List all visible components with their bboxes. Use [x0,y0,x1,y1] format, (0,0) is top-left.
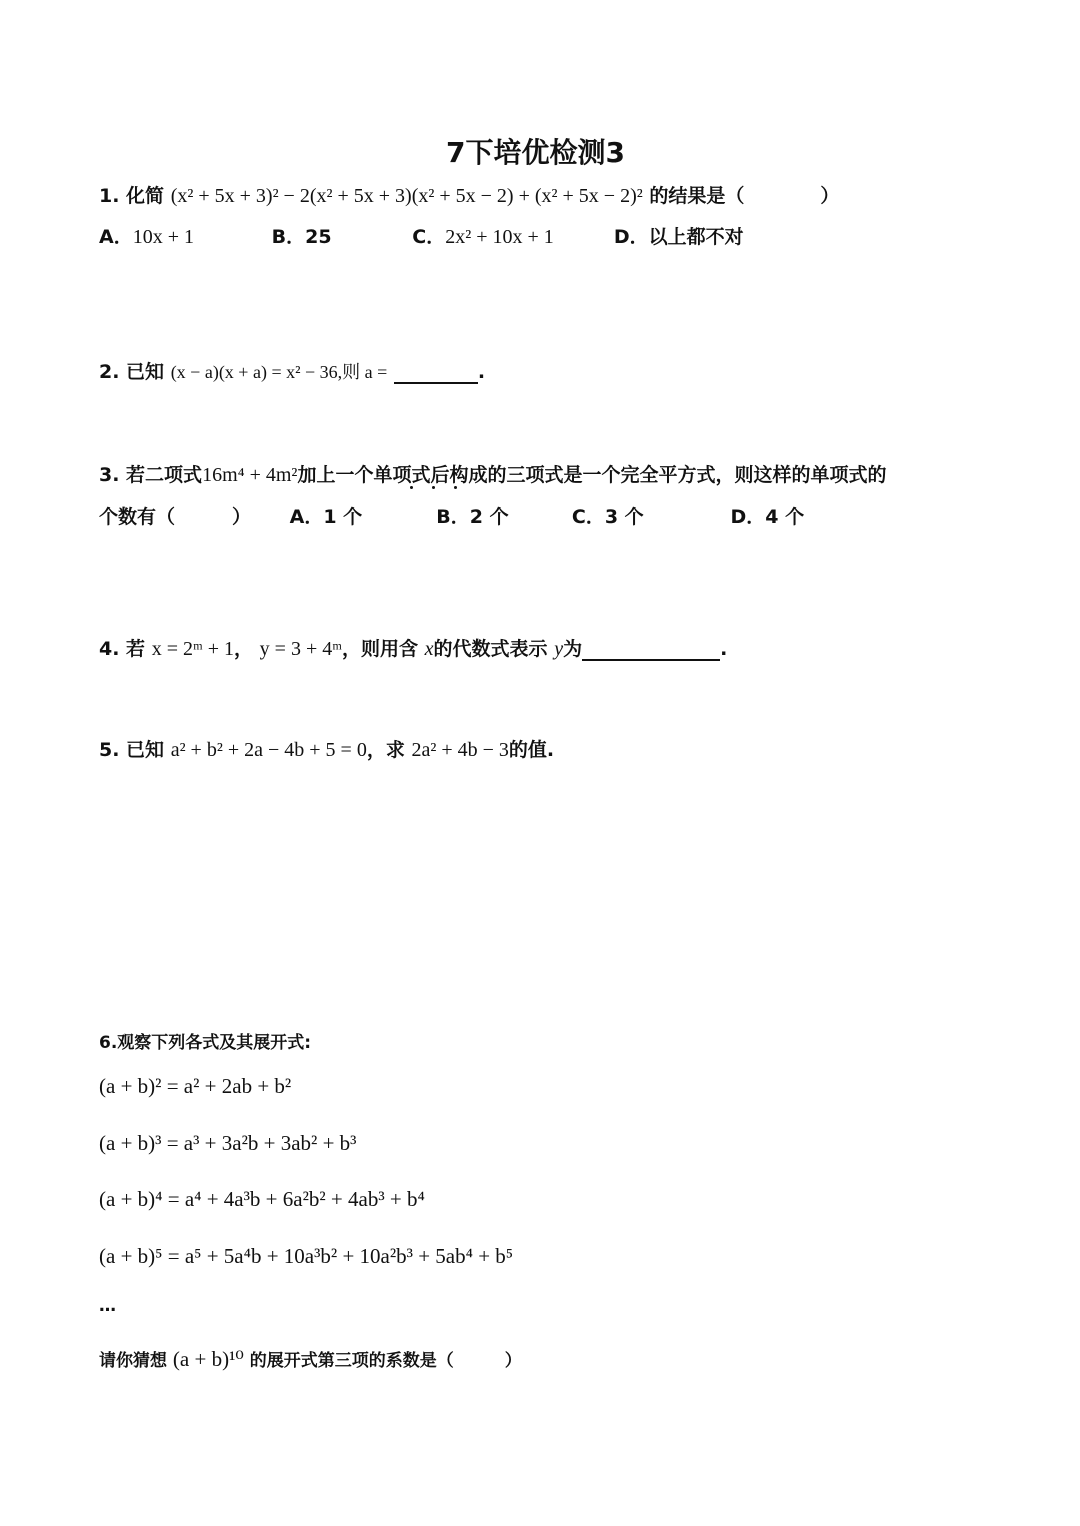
option-a-letter: A． [289,506,324,528]
option-b-letter: B． [271,226,306,248]
emphasis-dot [410,486,413,489]
option-d-text: 4 个 [765,506,805,528]
question-4-expression-y: y = 3 + 4ᵐ [259,638,343,660]
option-d-letter: D． [613,226,649,248]
question-1-label: 1. 化简 [99,185,165,207]
question-2-end: . [477,361,486,383]
option-a-letter: A． [99,226,133,248]
option-c-text: 3 个 [604,506,644,528]
question-3-tail: 加上一个单项式后构成的三项式是一个完全平方式，则这样的单项式的 [297,464,887,486]
question-6-ask-head: 请你猜想 [99,1351,167,1371]
option-c [412,222,607,249]
expansion-equation: (a + b)⁵ = a⁵ + 5a⁴b + 10a³b² + 10a²b³ + 5ab⁴ + b⁵ [99,1244,514,1268]
question-4-sep: ， [234,638,254,660]
option-d [731,502,805,529]
expansion-equation: (a + b)⁴ = a⁴ + 4a³b + 6a²b² + 4ab³ + b⁴ [99,1187,425,1211]
option-c [572,502,724,529]
option-a-text: 10x + 1 [132,226,194,248]
question-3-expression: 16m⁴ + 4m² [202,464,298,486]
option-a-text: 1 个 [323,506,363,528]
expansion-equation: (a + b)² = a² + 2ab + b² [99,1074,292,1098]
question-5-target: 2a² + 4b − 3 [411,739,509,761]
question-3-line-2 [99,502,804,529]
page-title: 7下培优检测3 [446,136,625,169]
option-c-letter: C． [412,226,446,248]
question-2-expression: (x − a)(x + a) = x² − 36,则 a = [170,362,388,382]
question-4-mid: ，则用含 [342,638,419,660]
question-6-ask [99,1346,522,1372]
option-a [290,502,430,529]
question-1-expression: (x² + 5x + 3)² − 2(x² + 5x + 3)(x² + 5x − 2) + (x² + 5x − 2)² [170,185,643,207]
question-6-label: 6.观察下列各式及其展开式: [99,1033,312,1053]
option-b-text: 25 [305,226,332,248]
question-5-end: 的值. [508,739,555,761]
question-5-mid: ，求 [366,739,405,761]
option-b [272,222,406,249]
question-4-expression-x: x = 2ᵐ + 1 [151,638,235,660]
answer-blank-2[interactable] [394,362,478,384]
question-1 [99,181,839,208]
question-1-options [99,222,744,249]
question-6-ask-tail: 的展开式第三项的系数是（ ） [249,1351,522,1371]
option-d-letter: D． [730,506,766,528]
option-d-text: 以上都不对 [648,226,744,248]
option-a [99,222,265,249]
question-2-label: 2. 已知 [99,361,165,383]
option-b-text: 2 个 [469,506,509,528]
question-3-answer-paren: 个数有（ ） [99,506,252,528]
option-b [436,502,565,529]
option-c-letter: C． [571,506,605,528]
question-1-tail: 的结果是（ ） [649,185,840,207]
option-b-letter: B． [436,506,470,528]
emphasis-dot [454,486,457,489]
emphasis-dot [432,486,435,489]
question-4-var-x: x [424,638,434,660]
option-c-text: 2x² + 10x + 1 [445,226,554,248]
question-5 [99,735,554,762]
question-4-mid3: 为 [563,638,583,660]
ellipsis: … [99,1296,116,1316]
question-3-label: 3. 若二项式 [99,464,203,486]
question-5-condition: a² + b² + 2a − 4b + 5 = 0 [170,739,367,761]
question-4-mid2: 的代数式表示 [433,638,548,660]
question-4-end: . [720,638,728,660]
answer-blank-4[interactable] [582,639,720,661]
option-d [614,222,744,249]
question-4 [99,634,727,661]
question-3-line-1 [99,460,886,487]
question-4-label: 4. 若 [99,638,146,660]
expansion-equation: (a + b)³ = a³ + 3a²b + 3ab² + b³ [99,1131,357,1155]
question-6-ask-expression: (a + b)¹⁰ [172,1347,244,1371]
question-5-label: 5. 已知 [99,739,165,761]
question-2 [99,357,485,384]
question-4-var-y: y [554,638,564,660]
